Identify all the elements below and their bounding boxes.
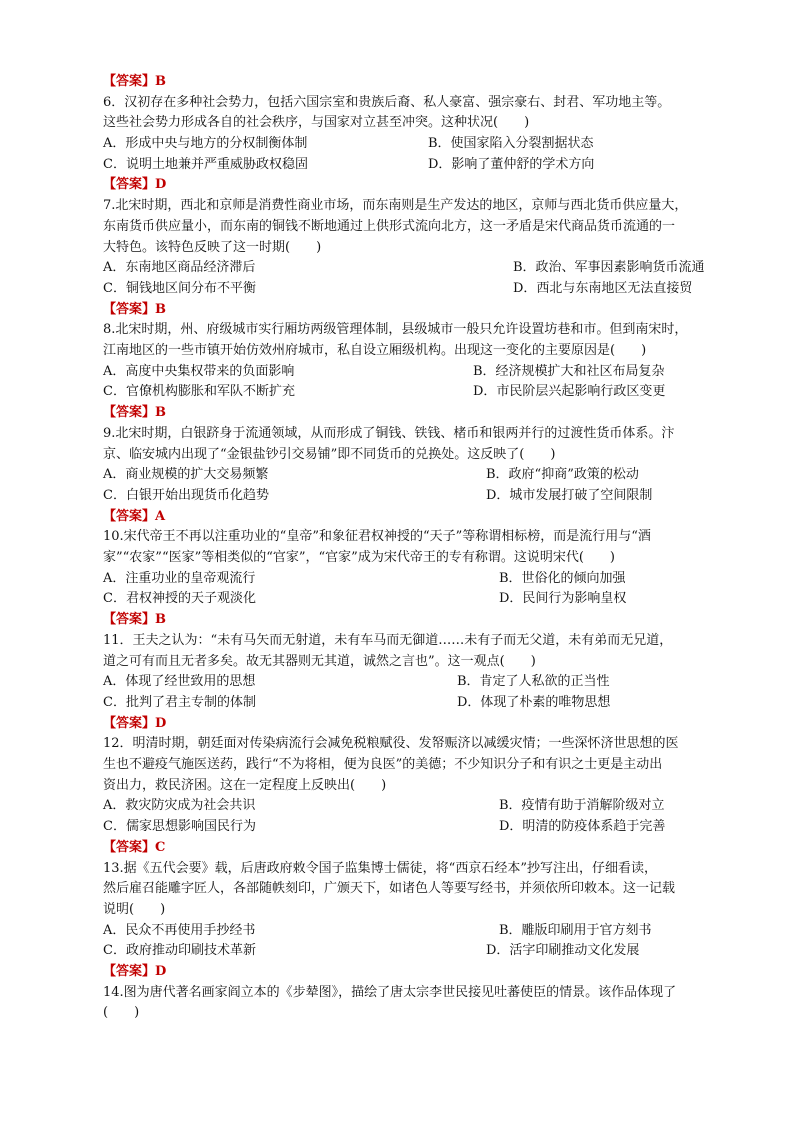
question-stem-line: 东南货币供应量小，而东南的铜钱不断地通过上供形式流向北方，这一矛盾是宋代商品货币流通的一 xyxy=(103,218,676,234)
option-a[interactable]: A．商业规模的扩大交易频繁 xyxy=(103,467,269,483)
question-stem-line: 11．王夫之认为：“未有马矢而无射道，未有车马而无御道……未有子而无父道，未有弟而无兄道， xyxy=(103,632,673,648)
answer-value: B xyxy=(155,612,167,628)
question-stem-line: 9.北宋时期，白银跻身于流通领域，从而形成了铜钱、铁钱、楮币和银两并行的过渡性货币体系。汴 xyxy=(103,425,675,441)
question-stem-line: 14.图为唐代著名画家阎立本的《步辇图》，描绘了唐太宗李世民接见吐蕃使臣的情景。该作品体现了 xyxy=(103,984,677,1000)
option-row xyxy=(103,672,728,693)
option-a[interactable]: A．高度中央集权带来的负面影响 xyxy=(103,363,295,379)
option-c[interactable]: C．君权神授的天子观淡化 xyxy=(103,591,256,607)
answer-label: 【答案】 xyxy=(103,74,156,89)
question-14 xyxy=(103,983,728,1024)
answer-line xyxy=(103,714,728,735)
option-row xyxy=(103,362,728,383)
option-d[interactable]: D．城市发展打破了空间限制 xyxy=(486,487,653,503)
answer-label: 【答案】 xyxy=(103,839,156,855)
question-stem-line: 江南地区的一些市镇开始仿效州府城市，私自设立厢级机构。出现这一变化的主要原因是( ) xyxy=(103,343,647,359)
option-row xyxy=(103,921,728,942)
option-d[interactable]: D．西北与东南地区无法直接贸 xyxy=(513,280,693,296)
answer-line xyxy=(103,507,728,528)
option-row xyxy=(103,279,728,300)
option-b[interactable]: B．世俗化的倾向加强 xyxy=(499,570,626,586)
question-9 xyxy=(103,424,728,527)
option-a[interactable]: A．救灾防灾成为社会共识 xyxy=(103,798,256,814)
option-row xyxy=(103,941,728,962)
option-c[interactable]: C．政府推动印刷技术革新 xyxy=(103,943,256,959)
answer-label: 【答案】 xyxy=(103,963,156,979)
answer-label: 【答案】 xyxy=(103,612,156,628)
question-10 xyxy=(103,527,728,630)
question-stem-line: 8.北宋时期，州、府级城市实行厢坊两级管理体制，县级城市一般只允许设置坊巷和市。但到南宋时， xyxy=(103,322,688,338)
question-stem-line: 生也不避疫气施医送药，践行“不为将相，便为良医”的美德；不少知识分子和有识之士更是主动出 xyxy=(103,757,663,773)
option-b[interactable]: B．肯定了人私欲的正当性 xyxy=(457,674,610,690)
option-b[interactable]: B．政治、军事因素影响货币流通 xyxy=(513,260,705,276)
answer-value: A xyxy=(155,508,166,524)
answer-line xyxy=(103,610,728,631)
option-b[interactable]: B．经济规模扩大和社区布局复杂 xyxy=(473,363,665,379)
option-d[interactable]: D．民间行为影响皇权 xyxy=(499,591,627,607)
answer-line xyxy=(103,838,728,859)
answer-value: B xyxy=(155,405,167,421)
option-c[interactable]: C．说明土地兼并严重威胁政权稳固 xyxy=(103,156,308,172)
option-row xyxy=(103,817,728,838)
option-row xyxy=(103,134,728,155)
option-a[interactable]: A．民众不再使用手抄经书 xyxy=(103,922,256,938)
option-a[interactable]: A．东南地区商品经济滞后 xyxy=(103,260,256,276)
option-row xyxy=(103,589,728,610)
option-c[interactable]: C．儒家思想影响国民行为 xyxy=(103,819,256,835)
answer-label: 【答案】 xyxy=(103,177,156,193)
option-row xyxy=(103,486,728,507)
question-stem-line: 这些社会势力形成各自的社会秩序，与国家对立甚至冲突。这种状况( ) xyxy=(103,115,530,131)
option-c[interactable]: C．铜钱地区间分布不平衡 xyxy=(103,280,256,296)
option-b[interactable]: B．使国家陷入分裂割据状态 xyxy=(428,136,594,152)
question-8 xyxy=(103,320,728,423)
option-c[interactable]: C．白银开始出现货币化趋势 xyxy=(103,487,269,503)
option-d[interactable]: D．明清的防疫体系趋于完善 xyxy=(499,819,666,835)
question-11 xyxy=(103,631,728,734)
option-row xyxy=(103,693,728,714)
answer-value: D xyxy=(155,963,167,979)
option-b[interactable]: B．疫情有助于消解阶级对立 xyxy=(499,798,665,814)
question-stem-line: 说明( ) xyxy=(103,901,166,917)
answer-value: C xyxy=(155,839,166,855)
question-stem-line: 13.据《五代会要》载，后唐政府敕令国子监集博士儒徒，将“西京石经本”抄写注出，仔细看读， xyxy=(103,860,657,876)
option-c[interactable]: C．官僚机构膨胀和军队不断扩充 xyxy=(103,384,295,400)
answer-value: D xyxy=(155,177,167,193)
exam-page xyxy=(103,72,728,1024)
question-12 xyxy=(103,734,728,858)
question-stem-line: 然后雇召能雕字匠人，各部随帙刻印，广颁天下，如诸色人等要写经书，并须依所印敕本。这一记载 xyxy=(103,881,676,897)
answer-label: 【答案】 xyxy=(103,715,156,731)
option-row xyxy=(103,569,728,590)
option-d[interactable]: D．市民阶层兴起影响行政区变更 xyxy=(473,384,666,400)
option-row xyxy=(103,382,728,403)
answer-line xyxy=(103,403,728,424)
answer-label: 【答案】 xyxy=(103,508,156,524)
option-c[interactable]: C．批判了君主专制的体制 xyxy=(103,694,256,710)
option-a[interactable]: A．体现了经世致用的思想 xyxy=(103,674,256,690)
option-row xyxy=(103,155,728,176)
option-a[interactable]: A．注重功业的皇帝观流行 xyxy=(103,570,256,586)
answer-value: D xyxy=(155,715,167,731)
question-stem-line: ( ) xyxy=(103,1005,140,1021)
option-b[interactable]: B．政府“抑商”政策的松动 xyxy=(486,467,639,483)
option-a[interactable]: A．形成中央与地方的分权制衡体制 xyxy=(103,136,308,152)
question-stem-line: 7.北宋时期，西北和京师是消费性商业市场，而东南则是生产发达的地区，京师与西北货币供应量大， xyxy=(103,198,688,214)
answer-line xyxy=(103,962,728,983)
answer-line xyxy=(103,300,728,321)
option-b[interactable]: B．雕版印刷用于官方刻书 xyxy=(499,922,652,938)
option-d[interactable]: D．影响了董仲舒的学术方向 xyxy=(428,156,595,172)
question-6 xyxy=(103,93,728,196)
question-13 xyxy=(103,859,728,983)
answer-label: 【答案】 xyxy=(103,301,156,317)
question-7 xyxy=(103,196,728,320)
answer-value: B xyxy=(155,74,167,89)
option-d[interactable]: D．体现了朴素的唯物思想 xyxy=(457,694,611,710)
question-stem-line: 资出力，救民济困。这在一定程度上反映出( ) xyxy=(103,777,387,793)
question-stem-line: 大特色。该特色反映了这一时期( ) xyxy=(103,239,322,255)
answer-line xyxy=(103,72,728,93)
option-d[interactable]: D．活字印刷推动文化发展 xyxy=(486,943,640,959)
answer-label: 【答案】 xyxy=(103,405,156,421)
option-row xyxy=(103,465,728,486)
question-stem-line: 6．汉初存在多种社会势力，包括六国宗室和贵族后裔、私人豪富、强宗豪右、封君、军功地主等。 xyxy=(103,94,671,110)
answer-value: B xyxy=(155,301,167,317)
question-stem-line: 10.宋代帝王不再以注重功业的“皇帝”和象征君权神授的“天子”等称谓相标榜，而是流行用与“酒 xyxy=(103,529,651,545)
option-row xyxy=(103,258,728,279)
question-stem-line: 京、临安城内出现了“金银盐钞引交易铺”即不同货币的兑换处。这反映了( ) xyxy=(103,446,556,462)
question-stem-line: 12．明清时期，朝廷面对传染病流行会减免税粮赋役、发帑赈济以减缓灾情；一些深怀济世思想的医 xyxy=(103,736,679,752)
option-row xyxy=(103,796,728,817)
answer-line xyxy=(103,175,728,196)
question-stem-line: 家”“农家”“医家”等相类似的“官家”，“官家”成为宋代帝王的专有称谓。这说明宋代( ) xyxy=(103,550,615,566)
question-stem-line: 道之可有而且无者多矣。故无其器则无其道，诚然之言也”。这一观点( ) xyxy=(103,653,536,669)
